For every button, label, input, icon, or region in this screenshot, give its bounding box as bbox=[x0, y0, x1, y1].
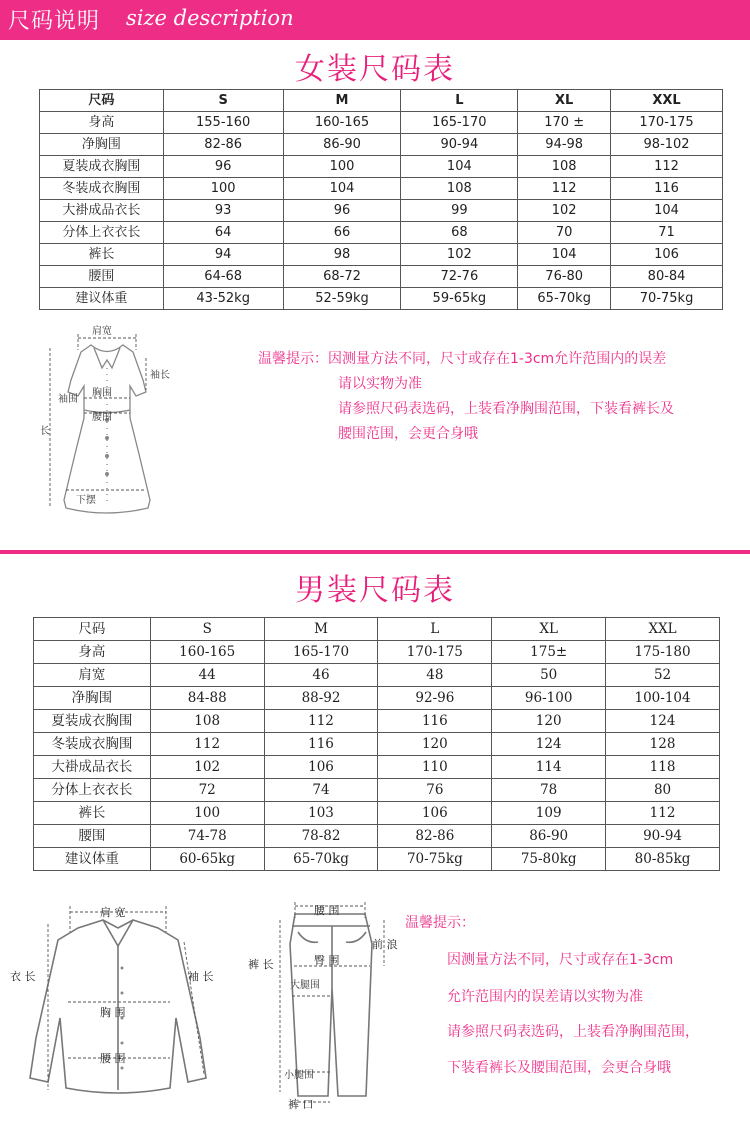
table-row bbox=[34, 756, 720, 779]
table-row bbox=[34, 825, 720, 848]
table-cell: 124 bbox=[492, 733, 606, 756]
pants-length-label: 裤 长 bbox=[248, 958, 274, 971]
table-header-row bbox=[40, 90, 723, 112]
table-row bbox=[40, 244, 723, 266]
row-label-cell: 夏装成衣胸围 bbox=[34, 710, 151, 733]
table-cell: 70 bbox=[518, 222, 611, 244]
table-cell: 100 bbox=[150, 802, 264, 825]
header-title-cn: 尺码说明 bbox=[8, 9, 101, 34]
table-cell: 128 bbox=[606, 733, 720, 756]
women-note-line-1: 温馨提示：因测量方法不同，尺寸或存在1-3cm允许范围内的误差 bbox=[258, 351, 667, 367]
table-cell: 64 bbox=[163, 222, 283, 244]
dress-shoulder-label: 肩宽 bbox=[92, 326, 112, 337]
table-cell: 68-72 bbox=[283, 266, 401, 288]
table-cell: 82-86 bbox=[163, 134, 283, 156]
row-label-cell: 建议体重 bbox=[34, 848, 151, 871]
table-cell: 92-96 bbox=[378, 687, 492, 710]
table-cell: 80-85kg bbox=[606, 848, 720, 871]
table-cell: 46 bbox=[264, 664, 378, 687]
table-cell: 88-92 bbox=[264, 687, 378, 710]
table-cell: 94 bbox=[163, 244, 283, 266]
table-cell: 104 bbox=[283, 178, 401, 200]
table-cell: 116 bbox=[264, 733, 378, 756]
table-cell: 170 ± bbox=[518, 112, 611, 134]
dress-hem-label: 下摆 bbox=[76, 495, 96, 506]
table-cell: 104 bbox=[518, 244, 611, 266]
table-cell: 48 bbox=[378, 664, 492, 687]
table-header-row bbox=[34, 618, 720, 641]
table-cell: 100-104 bbox=[606, 687, 720, 710]
table-cell: 65-70kg bbox=[518, 288, 611, 310]
table-cell: 106 bbox=[611, 244, 723, 266]
men-note-line-2: 允许范围内的误差请以实物为准 bbox=[447, 989, 643, 1005]
table-cell: 102 bbox=[401, 244, 518, 266]
row-label-cell: 肩宽 bbox=[34, 664, 151, 687]
row-label-cell: 建议体重 bbox=[40, 288, 164, 310]
table-cell: 70-75kg bbox=[378, 848, 492, 871]
shirt-length-label: 衣 长 bbox=[10, 970, 36, 983]
table-cell: 175± bbox=[492, 641, 606, 664]
table-row bbox=[34, 641, 720, 664]
table-cell: 110 bbox=[378, 756, 492, 779]
table-cell: 90-94 bbox=[606, 825, 720, 848]
row-label-cell: 尺码 bbox=[40, 90, 164, 112]
table-cell: 165-170 bbox=[401, 112, 518, 134]
table-cell: 82-86 bbox=[378, 825, 492, 848]
table-cell: 74-78 bbox=[150, 825, 264, 848]
table-cell: M bbox=[283, 90, 401, 112]
pants-thigh-label: 大腿围 bbox=[290, 980, 320, 991]
table-cell: 98-102 bbox=[611, 134, 723, 156]
table-cell: 93 bbox=[163, 200, 283, 222]
row-label-cell: 身高 bbox=[40, 112, 164, 134]
shirt-diagram bbox=[8, 898, 233, 1103]
table-row bbox=[34, 779, 720, 802]
shirt-waist-label: 腰 围 bbox=[100, 1052, 126, 1065]
men-section-title: 男装尺码表 bbox=[295, 573, 455, 608]
table-cell: 84-88 bbox=[150, 687, 264, 710]
row-label-cell: 裤长 bbox=[40, 244, 164, 266]
women-note-line-3: 请参照尺码表选码，上装看净胸围范围，下装看裤长及 bbox=[338, 401, 674, 417]
row-label-cell: 冬装成衣胸围 bbox=[40, 178, 164, 200]
table-cell: 175-180 bbox=[606, 641, 720, 664]
table-cell: 50 bbox=[492, 664, 606, 687]
table-row bbox=[34, 733, 720, 756]
row-label-cell: 大褂成品衣长 bbox=[40, 200, 164, 222]
table-cell: 44 bbox=[150, 664, 264, 687]
men-size-table bbox=[33, 617, 720, 871]
table-cell: XL bbox=[492, 618, 606, 641]
table-cell: 80-84 bbox=[611, 266, 723, 288]
women-section-title: 女装尺码表 bbox=[295, 52, 455, 87]
row-label-cell: 身高 bbox=[34, 641, 151, 664]
table-cell: 71 bbox=[611, 222, 723, 244]
table-cell: 78 bbox=[492, 779, 606, 802]
pants-calf-label: 小腿围 bbox=[284, 1070, 314, 1081]
dress-waist-label: 腰围 bbox=[92, 412, 112, 423]
table-cell: 114 bbox=[492, 756, 606, 779]
table-cell: 52-59kg bbox=[283, 288, 401, 310]
table-cell: 98 bbox=[283, 244, 401, 266]
table-cell: 75-80kg bbox=[492, 848, 606, 871]
table-cell: 59-65kg bbox=[401, 288, 518, 310]
table-row bbox=[40, 178, 723, 200]
table-row bbox=[34, 848, 720, 871]
table-cell: 66 bbox=[283, 222, 401, 244]
table-cell: 64-68 bbox=[163, 266, 283, 288]
table-cell: 109 bbox=[492, 802, 606, 825]
table-cell: 106 bbox=[378, 802, 492, 825]
table-cell: 76 bbox=[378, 779, 492, 802]
table-cell: 120 bbox=[492, 710, 606, 733]
dress-diagram bbox=[36, 320, 186, 525]
table-cell: 118 bbox=[606, 756, 720, 779]
shirt-shoulder-label: 肩 宽 bbox=[100, 906, 126, 919]
row-label-cell: 腰围 bbox=[34, 825, 151, 848]
row-label-cell: 分体上衣衣长 bbox=[40, 222, 164, 244]
dress-armhole-label: 袖围 bbox=[58, 394, 78, 405]
table-cell: 76-80 bbox=[518, 266, 611, 288]
table-row bbox=[40, 222, 723, 244]
table-row bbox=[40, 134, 723, 156]
table-cell: 100 bbox=[283, 156, 401, 178]
table-cell: 108 bbox=[150, 710, 264, 733]
table-cell: XXL bbox=[611, 90, 723, 112]
table-cell: L bbox=[378, 618, 492, 641]
table-cell: 96 bbox=[283, 200, 401, 222]
table-cell: 106 bbox=[264, 756, 378, 779]
pants-hem-label: 裤 口 bbox=[288, 1098, 314, 1111]
section-divider bbox=[0, 550, 750, 554]
table-cell: 102 bbox=[150, 756, 264, 779]
table-cell: 70-75kg bbox=[611, 288, 723, 310]
table-cell: 124 bbox=[606, 710, 720, 733]
table-cell: 94-98 bbox=[518, 134, 611, 156]
pants-front-rise-label: 前 浪 bbox=[372, 938, 398, 951]
table-cell: 108 bbox=[518, 156, 611, 178]
table-cell: 68 bbox=[401, 222, 518, 244]
table-cell: 52 bbox=[606, 664, 720, 687]
table-row bbox=[40, 156, 723, 178]
table-cell: 99 bbox=[401, 200, 518, 222]
table-cell: 103 bbox=[264, 802, 378, 825]
table-cell: 112 bbox=[606, 802, 720, 825]
table-cell: 170-175 bbox=[378, 641, 492, 664]
table-cell: 170-175 bbox=[611, 112, 723, 134]
table-row bbox=[40, 266, 723, 288]
shirt-sleeve-label: 袖 长 bbox=[188, 970, 214, 983]
row-label-cell: 尺码 bbox=[34, 618, 151, 641]
table-cell: 80 bbox=[606, 779, 720, 802]
women-size-table bbox=[39, 89, 723, 310]
dress-chest-label: 胸围 bbox=[92, 388, 112, 399]
table-cell: 96-100 bbox=[492, 687, 606, 710]
men-note-line-3: 请参照尺码表选码，上装看净胸围范围， bbox=[447, 1024, 699, 1040]
table-cell: S bbox=[150, 618, 264, 641]
table-cell: 104 bbox=[611, 200, 723, 222]
header-title-en: size description bbox=[126, 6, 294, 30]
table-cell: 112 bbox=[264, 710, 378, 733]
row-label-cell: 净胸围 bbox=[34, 687, 151, 710]
pants-diagram bbox=[240, 896, 405, 1111]
table-row bbox=[40, 200, 723, 222]
dress-sleeve-label: 袖长 bbox=[150, 370, 170, 381]
table-cell: 96 bbox=[163, 156, 283, 178]
table-row bbox=[34, 710, 720, 733]
table-cell: 65-70kg bbox=[264, 848, 378, 871]
pants-hip-label: 臀 围 bbox=[314, 954, 340, 967]
women-note-line-4: 腰围范围，会更合身哦 bbox=[338, 426, 478, 442]
table-cell: 86-90 bbox=[283, 134, 401, 156]
table-cell: 165-170 bbox=[264, 641, 378, 664]
table-cell: 100 bbox=[163, 178, 283, 200]
men-note-line-1: 因测量方法不同，尺寸或存在1-3cm bbox=[447, 952, 674, 968]
table-cell: M bbox=[264, 618, 378, 641]
women-note-line-2: 请以实物为准 bbox=[338, 376, 422, 392]
table-cell: 102 bbox=[518, 200, 611, 222]
table-cell: 72 bbox=[150, 779, 264, 802]
row-label-cell: 腰围 bbox=[40, 266, 164, 288]
row-label-cell: 大褂成品衣长 bbox=[34, 756, 151, 779]
table-cell: 108 bbox=[401, 178, 518, 200]
row-label-cell: 冬装成衣胸围 bbox=[34, 733, 151, 756]
table-cell: 60-65kg bbox=[150, 848, 264, 871]
table-cell: 116 bbox=[378, 710, 492, 733]
pants-waist-label: 腰 围 bbox=[314, 904, 340, 917]
table-cell: 86-90 bbox=[492, 825, 606, 848]
table-cell: 160-165 bbox=[150, 641, 264, 664]
table-cell: 90-94 bbox=[401, 134, 518, 156]
table-cell: 112 bbox=[518, 178, 611, 200]
table-row bbox=[34, 687, 720, 710]
men-note-line-4: 下装看裤长及腰围范围，会更合身哦 bbox=[447, 1060, 671, 1076]
table-cell: 72-76 bbox=[401, 266, 518, 288]
table-cell: 74 bbox=[264, 779, 378, 802]
shirt-chest-label: 胸 围 bbox=[100, 1006, 126, 1019]
table-cell: 112 bbox=[150, 733, 264, 756]
row-label-cell: 分体上衣衣长 bbox=[34, 779, 151, 802]
table-cell: 112 bbox=[611, 156, 723, 178]
table-cell: 160-165 bbox=[283, 112, 401, 134]
table-row bbox=[40, 288, 723, 310]
table-cell: 78-82 bbox=[264, 825, 378, 848]
table-cell: L bbox=[401, 90, 518, 112]
table-cell: XXL bbox=[606, 618, 720, 641]
table-cell: 104 bbox=[401, 156, 518, 178]
table-cell: 120 bbox=[378, 733, 492, 756]
row-label-cell: 裤长 bbox=[34, 802, 151, 825]
table-row bbox=[40, 112, 723, 134]
table-row bbox=[34, 664, 720, 687]
men-note-title: 温馨提示： bbox=[405, 915, 475, 931]
table-cell: 43-52kg bbox=[163, 288, 283, 310]
header-banner bbox=[0, 0, 750, 40]
row-label-cell: 夏装成衣胸围 bbox=[40, 156, 164, 178]
row-label-cell: 净胸围 bbox=[40, 134, 164, 156]
women-note bbox=[258, 347, 738, 447]
table-cell: 155-160 bbox=[163, 112, 283, 134]
table-cell: S bbox=[163, 90, 283, 112]
dress-length-label: 长 bbox=[40, 426, 50, 437]
table-row bbox=[34, 802, 720, 825]
table-cell: 116 bbox=[611, 178, 723, 200]
table-cell: XL bbox=[518, 90, 611, 112]
